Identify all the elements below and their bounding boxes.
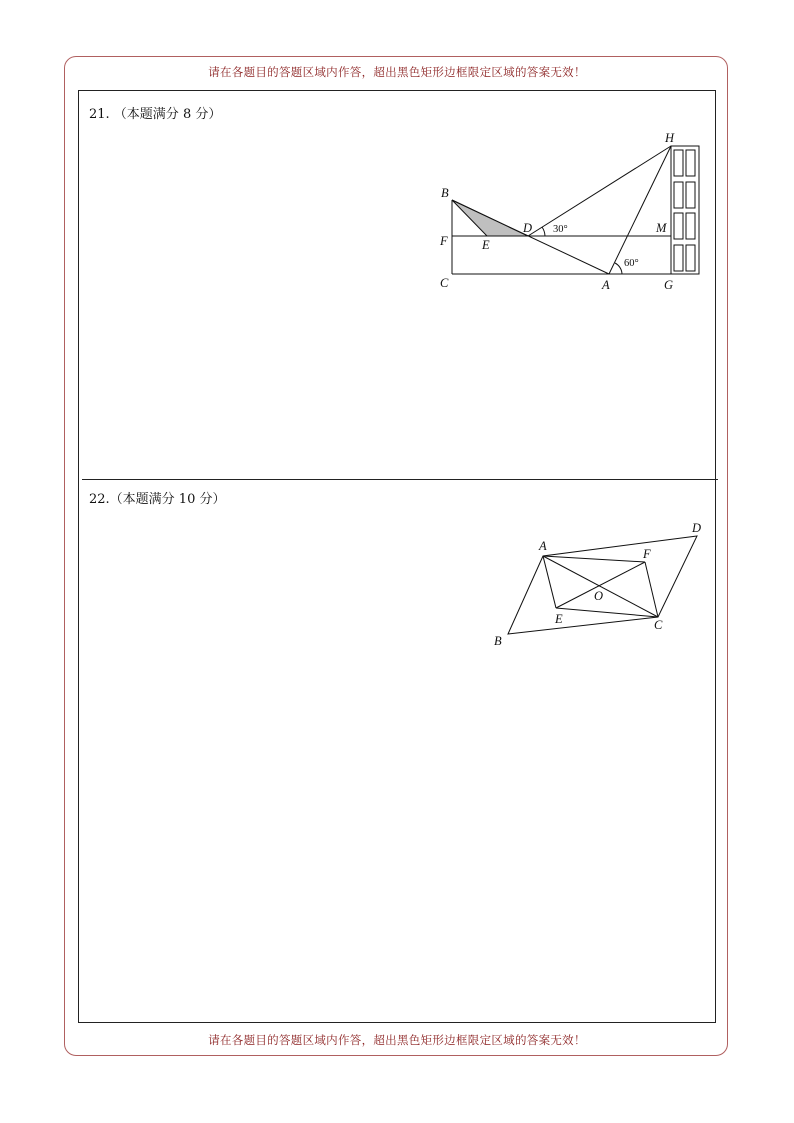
- label-E: E: [482, 238, 490, 252]
- label-O: O: [594, 589, 604, 603]
- window: [674, 150, 683, 176]
- q21-figure: [430, 124, 720, 299]
- window: [686, 245, 695, 271]
- label-D: D: [692, 521, 702, 535]
- question-21-title: 21. （本题满分 8 分）: [89, 107, 222, 122]
- label-F: F: [643, 547, 651, 561]
- label-F: F: [440, 234, 448, 248]
- segment-AF: [543, 556, 645, 562]
- label-A: A: [539, 539, 547, 553]
- label-C: C: [440, 276, 449, 290]
- angle-label-A: 60°: [624, 258, 639, 269]
- segment-BA: [452, 200, 609, 274]
- window: [674, 182, 683, 208]
- window: [686, 213, 695, 239]
- bottom-warning: 请在各题目的答题区域内作答，超出黑色矩形边框限定区域的答案无效！: [208, 1033, 586, 1047]
- window: [674, 245, 683, 271]
- window: [686, 182, 695, 208]
- segment-AE: [543, 556, 556, 608]
- question-divider: [82, 479, 718, 480]
- segment-FC: [645, 562, 658, 617]
- label-C: C: [654, 618, 663, 632]
- label-E: E: [555, 612, 563, 626]
- label-H: H: [665, 131, 675, 145]
- label-B: B: [441, 186, 449, 200]
- window: [674, 213, 683, 239]
- angle-arc-A: [615, 263, 622, 274]
- question-22-title: 22.（本题满分 10 分）: [89, 492, 226, 507]
- q22-figure: [488, 516, 713, 651]
- label-G: G: [664, 278, 674, 292]
- label-M: M: [656, 221, 667, 235]
- top-warning: 请在各题目的答题区域内作答，超出黑色矩形边框限定区域的答案无效！: [208, 65, 586, 79]
- segment-AC: [543, 556, 658, 617]
- label-D: D: [523, 221, 533, 235]
- window: [686, 150, 695, 176]
- label-A: A: [602, 278, 610, 292]
- angle-label-D: 30°: [553, 224, 568, 235]
- label-B: B: [494, 634, 502, 648]
- parallelogram-ABCD: [508, 536, 697, 634]
- angle-arc-D: [542, 227, 545, 236]
